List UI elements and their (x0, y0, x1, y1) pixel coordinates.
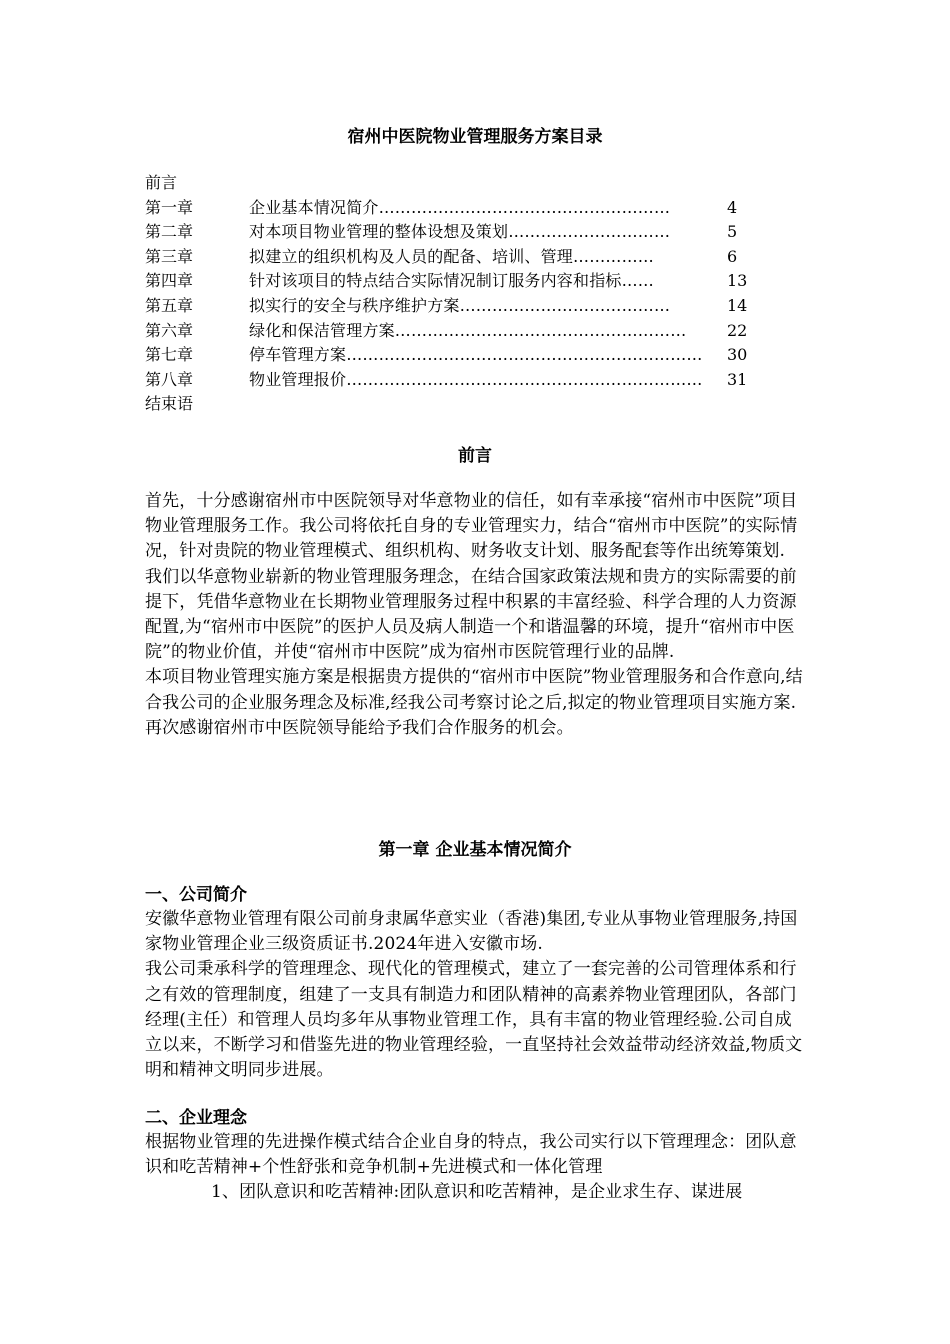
toc-preface-label: 前言 (145, 173, 178, 192)
toc-chapter-label: 第四章 (145, 271, 194, 291)
paragraph: 安徽华意物业管理有限公司前身隶属华意实业（香港)集团,专业从事物业管理服务,持国家物业管理企业三级资质证书.2024年进入安徽市场. (145, 909, 798, 955)
toc-page-number: 4 (727, 197, 738, 217)
section-philosophy-heading: 二、企业理念 (145, 1108, 247, 1128)
toc-chapter-label: 第五章 (145, 295, 194, 315)
toc-item (145, 220, 765, 245)
toc-chapter-label: 第七章 (145, 345, 194, 365)
toc-chapter-label: 第八章 (145, 369, 194, 389)
toc-page-number: 14 (727, 295, 748, 315)
table-of-contents (145, 171, 765, 417)
toc-chapter-title: 对本项目物业管理的整体设想及策划………………………… (249, 222, 671, 242)
preface-heading: 前言 (458, 446, 492, 466)
toc-chapter-label: 第一章 (145, 197, 194, 217)
toc-page-number: 31 (727, 369, 748, 389)
toc-closing-label: 结束语 (145, 394, 194, 414)
toc-page-number: 5 (727, 222, 738, 242)
toc-page-number: 6 (727, 246, 738, 266)
toc-page-number: 13 (727, 271, 748, 291)
section-company-intro-heading: 一、公司简介 (145, 885, 247, 905)
list-item: 1、团队意识和吃苦精神:团队意识和吃苦精神，是企业求生存、谋进展 (211, 1182, 743, 1203)
toc-chapter-title: 绿化和保洁管理方案……………………………………………… (249, 320, 687, 340)
toc-item (145, 294, 765, 319)
paragraph: 我公司秉承科学的管理理念、现代化的管理模式，建立了一套完善的公司管理体系和行之有效的管理制度，组建了一支具有制造力和团队精神的高素养物业管理团队，各部门经理(主任）和管理人员均多年从事物业管理工作，具有丰富的物业管理经验.公司自成立以来，不断学习和借鉴先进的物业管理经验，一直坚持社会效益带动经济效益,物质文明和精神文明同步进展。 (145, 959, 803, 1081)
section-philosophy-body (145, 1130, 805, 1206)
toc-page-number: 22 (727, 320, 748, 340)
toc-preface (145, 171, 765, 196)
toc-chapter-title: 物业管理报价………………………………………………………… (249, 369, 703, 389)
toc-closing (145, 392, 765, 417)
toc-chapter-title: 针对该项目的特点结合实际情况制订服务内容和指标…… (249, 271, 655, 291)
chapter-1-heading: 第一章 企业基本情况简介 (378, 840, 572, 860)
toc-chapter-label: 第六章 (145, 320, 194, 340)
toc-chapter-title: 拟实行的安全与秩序维护方案………………………………… (249, 295, 671, 315)
toc-chapter-title: 拟建立的组织机构及人员的配备、培训、管理…………… (249, 246, 655, 266)
toc-chapter-title: 停车管理方案………………………………………………………… (249, 345, 703, 365)
paragraph: 根据物业管理的先进操作模式结合企业自身的特点，我公司实行以下管理理念：团队意识和吃苦精神+个性舒张和竞争机制+先进模式和一体化管理 (145, 1132, 797, 1178)
toc-item (145, 368, 765, 393)
toc-chapter-label: 第二章 (145, 222, 194, 242)
paragraph: 再次感谢宿州市中医院领导能给予我们合作服务的机会。 (145, 717, 574, 738)
toc-chapter-label: 第三章 (145, 246, 194, 266)
toc-item (145, 343, 765, 368)
preface-body (145, 489, 805, 741)
toc-item (145, 196, 765, 221)
toc-page-number: 30 (727, 345, 748, 365)
toc-item (145, 245, 765, 270)
paragraph: 本项目物业管理实施方案是根据贵方提供的“宿州市中医院”物业管理服务和合作意向,结合我公司的企业服务理念及标准,经我公司考察讨论之后,拟定的物业管理项目实施方案. (145, 667, 803, 713)
toc-item (145, 269, 765, 294)
paragraph: 首先，十分感谢宿州市中医院领导对华意物业的信任，如有幸承接“宿州市中医院”项目物业管理服务工作。我公司将依托自身的专业管理实力，结合“宿州市中医院”的实际情况，针对贵院的物业管理模式、组织机构、财务收支计划、服务配套等作出统筹策划. (145, 491, 798, 562)
section-company-intro-body (145, 907, 805, 1083)
paragraph: 我们以华意物业崭新的物业管理服务理念，在结合国家政策法规和贵方的实际需要的前提下，凭借华意物业在长期物业管理服务过程中积累的丰富经验、科学合理的人力资源配置,为“宿州市中医院”的医护人员及病人制造一个和谐温馨的环境，提升“宿州市中医院”的物业价值，并使“宿州市中医院”成为宿州市医院管理行业的品牌. (145, 566, 797, 663)
document-title: 宿州中医院物业管理服务方案目录 (347, 127, 603, 147)
toc-item (145, 319, 765, 344)
toc-chapter-title: 企业基本情况简介……………………………………………… (249, 197, 671, 217)
